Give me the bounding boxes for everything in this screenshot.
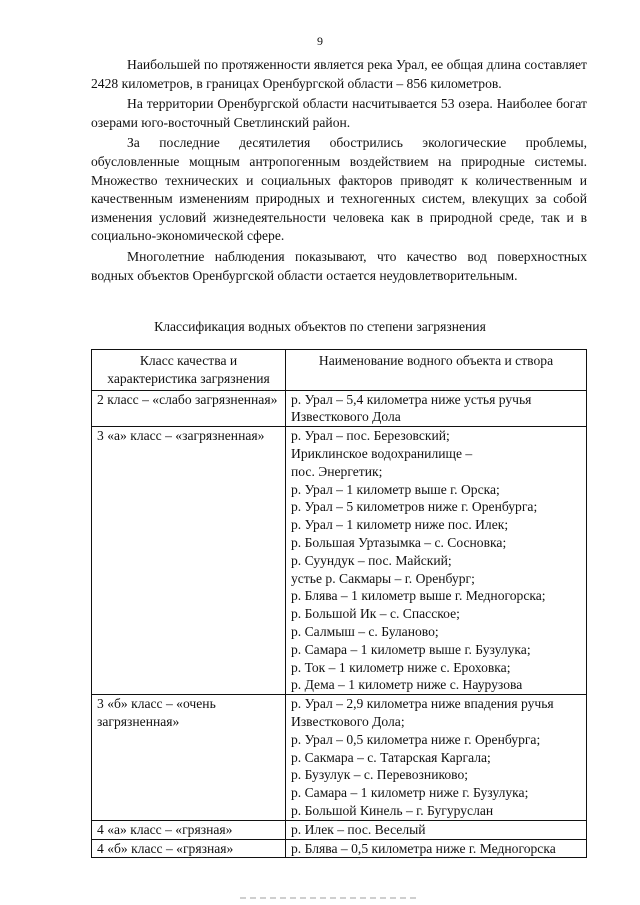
monitoring-site: р. Урал – 0,5 километра ниже г. Оренбурга; bbox=[291, 731, 541, 747]
water-object-cell bbox=[286, 695, 587, 821]
monitoring-site: р. Блява – 0,5 километра ниже г. Медногорска bbox=[291, 840, 556, 856]
monitoring-site: р. Суундук – пос. Майский; bbox=[291, 552, 452, 568]
page-number: 9 bbox=[317, 34, 323, 48]
body-text bbox=[91, 56, 587, 287]
monitoring-site: р. Сакмара – с. Татарская Каргала; bbox=[291, 749, 491, 765]
monitoring-site: р. Урал – 1 километр ниже пос. Илек; bbox=[291, 517, 509, 533]
monitoring-site: устье р. Сакмары – г. Оренбург; bbox=[291, 570, 475, 586]
monitoring-site: р. Бузулук – с. Перевозниково; bbox=[291, 767, 469, 783]
monitoring-site: р. Урал – 5,4 километра ниже устья ручья Известкового Дола bbox=[291, 391, 532, 425]
monitoring-site: р. Блява – 1 километр выше г. Медногорска; bbox=[291, 588, 546, 604]
table-body bbox=[92, 390, 587, 858]
monitoring-site: р. Самара – 1 километр ниже г. Бузулука; bbox=[291, 785, 529, 801]
table-row bbox=[92, 695, 587, 821]
table-row bbox=[92, 390, 587, 427]
header-water-object: Наименование водного объекта и створа bbox=[286, 350, 587, 391]
monitoring-site: Ириклинское водохранилище – bbox=[291, 445, 473, 461]
paragraph-observations: Многолетние наблюдения показывают, что качество вод поверхностных водных объектов Оренбургской области остается неудовлетворительным. bbox=[91, 248, 587, 283]
header-quality-class: Класс качества и характеристика загрязнения bbox=[92, 350, 286, 391]
table-header-row bbox=[92, 350, 587, 391]
pollution-classification-table bbox=[91, 349, 587, 858]
monitoring-site: р. Большой Кинель – г. Бугуруслан bbox=[291, 802, 494, 818]
quality-class-cell: 3 «а» класс – «загрязненная» bbox=[92, 427, 286, 695]
water-object-cell bbox=[286, 390, 587, 427]
quality-class-cell: 4 «б» класс – «грязная» bbox=[92, 839, 286, 858]
paragraph-ural-length: Наибольшей по протяженности является река Урал, ее общая длина составляет 2428 километров, в границах Оренбургской области – 856 километров. bbox=[91, 57, 587, 91]
monitoring-site: р. Урал – пос. Березовский; bbox=[291, 428, 450, 444]
monitoring-site: р. Большой Ик – с. Спасское; bbox=[291, 606, 460, 622]
quality-class-cell: 2 класс – «слабо загрязненная» bbox=[92, 390, 286, 427]
scan-artifact bbox=[240, 897, 420, 899]
table-row bbox=[92, 427, 587, 695]
paragraph-lakes: На территории Оренбургской области насчитывается 53 озера. Наиболее богат озерами юго-восточный Светлинский район. bbox=[91, 96, 587, 130]
monitoring-site: р. Самара – 1 километр выше г. Бузулука; bbox=[291, 641, 531, 657]
monitoring-site: р. Салмыш – с. Буланово; bbox=[291, 623, 439, 639]
quality-class-cell: 4 «а» класс – «грязная» bbox=[92, 820, 286, 839]
table-row bbox=[92, 820, 587, 839]
quality-class-cell: 3 «б» класс – «очень загрязненная» bbox=[92, 695, 286, 821]
monitoring-site: р. Большая Уртазымка – с. Сосновка; bbox=[291, 534, 507, 550]
water-object-cell bbox=[286, 820, 587, 839]
monitoring-site: р. Урал – 5 километров ниже г. Оренбурга; bbox=[291, 499, 538, 515]
monitoring-site: р. Урал – 1 километр выше г. Орска; bbox=[291, 481, 500, 497]
table-row bbox=[92, 839, 587, 858]
paragraph-ecology: За последние десятилетия обострились экологические проблемы, обусловленные мощным антропогенным воздействием на природные системы. Множество технических и социальных факторов приводят к количественным и качественным изменениям природных и техногенных систем, влекущих за собой изменения условий жизнедеятельности человека как в природной среде, так и в социально-экономической сфере. bbox=[91, 135, 587, 244]
monitoring-site: р. Илек – пос. Веселый bbox=[291, 821, 426, 837]
monitoring-site: р. Урал – 2,9 километра ниже впадения ручья Известкового Дола; bbox=[291, 696, 554, 729]
monitoring-site: пос. Энергетик; bbox=[291, 463, 383, 479]
water-object-cell bbox=[286, 839, 587, 858]
monitoring-site: р. Ток – 1 километр ниже с. Ероховка; bbox=[291, 659, 511, 675]
monitoring-site: р. Дема – 1 километр ниже с. Наурузова bbox=[291, 677, 523, 693]
water-object-cell bbox=[286, 427, 587, 695]
table-title: Классификация водных объектов по степени загрязнения bbox=[154, 319, 486, 334]
